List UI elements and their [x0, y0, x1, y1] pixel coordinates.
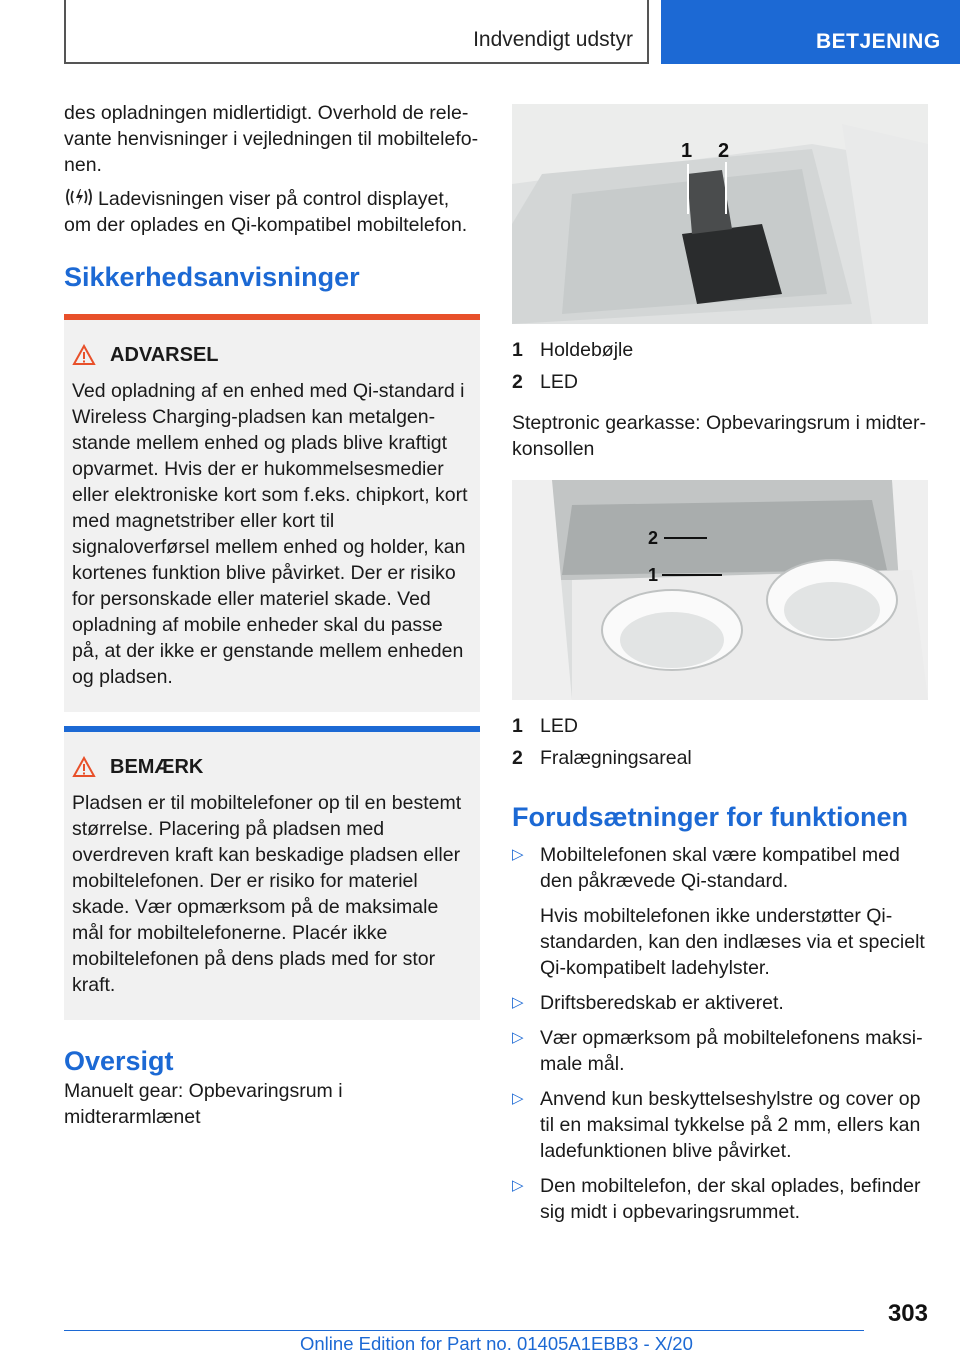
warning-title: ADVARSEL [110, 344, 219, 366]
console-storage-illustration [512, 480, 928, 700]
legend-item: 2 LED [512, 371, 578, 393]
figure1-callout-2: 2 [718, 140, 730, 162]
warning-title-row [72, 342, 472, 368]
figure2-callout-1: 1 [648, 565, 659, 585]
triangle-bullet-icon: ▷ [512, 994, 524, 1011]
console-storage-photo [512, 480, 928, 700]
list-item-subtext: Hvis mobiltelefonen ikke understøtter Qi-standarden, kan den indlæses via et specielt Qi-kompatibelt ladehylster. [540, 905, 925, 979]
notice-triangle-icon [72, 756, 96, 778]
requirements-heading: Forudsætninger for funktionen [512, 802, 908, 832]
notice-text: Pladsen er til mobiltelefoner op til en bestemt størrelse. Placering på pladsen med overdreven kraft kan beskadige pladsen eller mobiltelefonen. Der er risiko for materiel skade. Vær opmærksom på de maksimale mål for mobiltelefonerne. Placér ikke mobiltelefonen på dens plads med for stor kraft. [72, 792, 462, 996]
notice-box [64, 726, 480, 1020]
warning-box [64, 314, 480, 712]
notice-title-row [72, 754, 472, 780]
figure1-legend [512, 334, 928, 398]
left-column [64, 100, 480, 1130]
triangle-bullet-icon: ▷ [512, 1029, 524, 1046]
armrest-storage-illustration [512, 104, 928, 324]
charging-display-text: Ladevisningen viser på control displayet, om der oplades en Qi-kompatibel mobiltelefon. [64, 188, 468, 236]
legend-item: 1 LED [512, 715, 578, 737]
armrest-storage-photo [512, 104, 928, 324]
warning-text: Ved opladning af en enhed med Qi-standard i Wireless Charging-pladsen kan metalgenstande mellem enhed og plads blive kraftigt opvarmet. Hvis der er hukommelsesmedier eller elektroniske kort som f.eks. chipkort, kort med magnetstriber eller kort til signaloverførsel mellem enhed og holder, kan kortenes funktion blive påvirket. Der er risiko for personskade eller materiel skade. Ved opladning af mobile enheder skal du passe på, at der ikke er genstande mellem enheden og pladsen. [72, 380, 468, 688]
overview-heading: Oversigt [64, 1046, 174, 1076]
edition-footer: Online Edition for Part no. 01405A1EBB3 - X/20 [300, 1333, 693, 1354]
page-number: 303 [887, 1300, 928, 1327]
intro-paragraph: des opladningen midlertidigt. Overhold de relevante henvisninger i vejledningen til mobiltelefonen. [64, 102, 479, 176]
legend-item: 1 Holdebøjle [512, 339, 634, 361]
notice-title: BEMÆRK [110, 756, 204, 778]
section-title: Indvendigt udstyr [473, 28, 633, 51]
triangle-bullet-icon: ▷ [512, 1177, 524, 1194]
list-item: ▷ Vær opmærksom på mobiltelefonens maksimale mål. [512, 1027, 923, 1075]
warning-triangle-icon [72, 344, 96, 366]
chapter-title: BETJENING [816, 30, 941, 53]
list-item: ▷ Driftsberedskab er aktiveret. [512, 992, 784, 1014]
figure2-callout-2: 2 [648, 528, 659, 548]
wireless-charging-icon [64, 186, 94, 208]
charging-display-paragraph [64, 186, 480, 238]
list-item: ▷ Mobiltelefonen skal være kompatibel med den påkrævede Qi-standard. [512, 844, 900, 892]
triangle-bullet-icon: ▷ [512, 1090, 524, 1107]
list-item: ▷ Den mobiltelefon, der skal oplades, befinder sig midt i opbevaringsrummet. [512, 1175, 921, 1223]
figure2-legend [512, 710, 928, 774]
manual-gear-caption: Manuelt gear: Opbevaringsrum i midterarmlænet [64, 1080, 343, 1128]
header-section-box [64, 0, 649, 64]
header-chapter-box [661, 0, 960, 64]
right-column [512, 104, 928, 1234]
triangle-bullet-icon: ▷ [512, 846, 524, 863]
legend-item: 2 Fralægningsareal [512, 747, 692, 769]
safety-heading: Sikkerhedsanvisninger [64, 262, 360, 292]
footer-divider [64, 1330, 864, 1331]
figure1-callout-1: 1 [681, 140, 693, 162]
list-item: ▷ Anvend kun beskyttelseshylstre og cover op til en maksimal tykkelse på 2 mm, ellers kan ladefunktionen blive påvirket. [512, 1088, 921, 1162]
steptronic-caption: Steptronic gearkasse: Opbevaringsrum i midterkonsollen [512, 412, 927, 460]
